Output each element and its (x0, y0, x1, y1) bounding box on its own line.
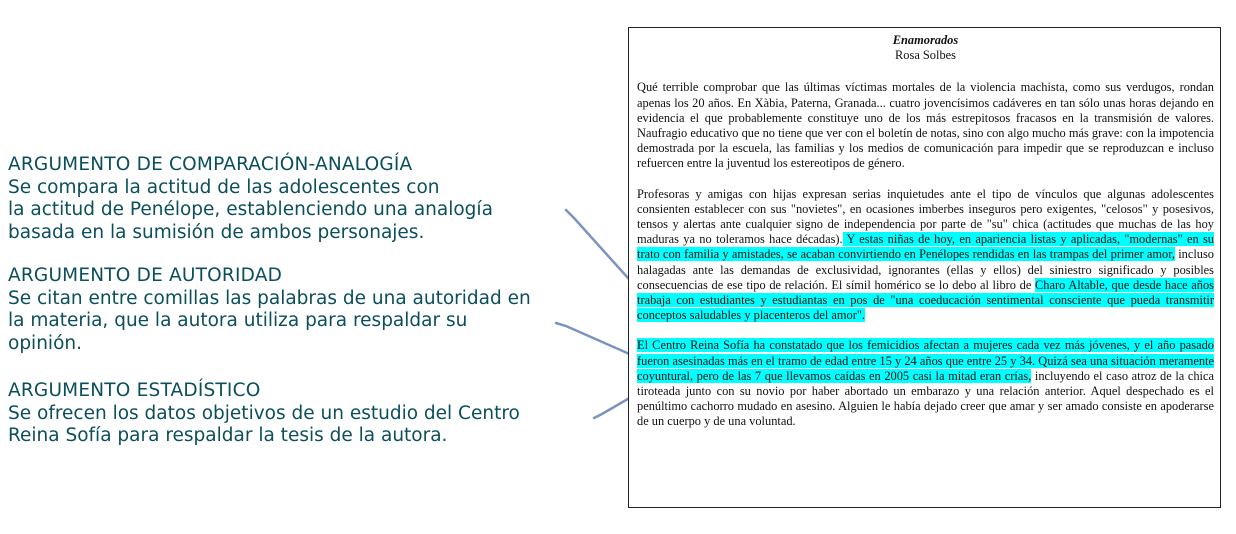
annotation-line: opinión. (8, 332, 82, 354)
annotation-comparacion-analogia (8, 154, 493, 244)
paragraph-1: Qué terrible comprobar que las últimas víctimas mortales de la violencia machista, como sus verdugos, rondan apenas los 20 años. En Xàbia, Paterna, Granada... cuatro jovencísimos cadáveres en tan sólo unas horas dejando en evidencia el que probablemente constituye uno de los más estrepitosos fracasos en la transmisión de valores. Naufragio educativo que no tiene que ver con el boletín de notas, sino con algo mucho más grave: con la impotencia demostrada por la escuela, las familias y los medios de comunicación para impedir que se reproduzcan e incluso refuercen entre la juventud los estereotipos de género. (637, 80, 1215, 171)
annotation-estadistico (8, 380, 520, 448)
connector-analogia (566, 210, 637, 288)
annotation-line: Se citan entre comillas las palabras de una autoridad en (8, 287, 531, 309)
article-title: Enamorados (892, 33, 959, 47)
annotation-line: Se compara la actitud de las adolescentes con (8, 176, 440, 198)
connector-autoridad (556, 323, 634, 356)
highlight-analogia: Y estas niñas de hoy, en apariencia listas y aplicadas, "modernas" en su trato con familia y amistades, se acaban convirtiendo en Penélopes rendidas en las trampas del primer amor, (637, 232, 1214, 262)
annotation-line: basada en la sumisión de ambos personajes. (8, 221, 425, 243)
paragraph-2-text: incluso halagadas ante las demandas de exclusividad, ignorantes (ellas y ellos) del siniestro significado y posibles consecuencias de ese tipo de relación. El símil homérico se lo debo al libro de (637, 247, 1214, 292)
annotation-line: la materia, que la autora utiliza para respaldar su (8, 310, 468, 331)
paragraph-3-text: incluyendo el caso atroz de la chica tiroteada junto con su novio por haber abortado un embarazo y una relación anterior. Aquel despechado es el penúltimo cachorro mudado en asesino. Alguien le había dejado creer que amar y ser amado consiste en apoderarse de un cuerpo y de una voluntad. (637, 368, 1214, 429)
annotation-line: Reina Sofía para respaldar la tesis de la autora. (8, 425, 448, 446)
highlight-autoridad: Charo Altable, que desde hace años trabaja con estudiantes y estudiantas en pos de "una coeducación sentimental consciente que pueda transmitir conceptos saludables y placenteros del amor". (637, 277, 1214, 323)
article-author: Rosa Solbes (895, 48, 956, 63)
annotation-line: la actitud de Penélope, establenciendo una analogía (8, 199, 493, 220)
annotation-title: ARGUMENTO DE COMPARACIÓN-ANALOGÍA (8, 154, 413, 175)
highlight-estadistico: El Centro Reina Sofía ha constatado que los femicidios afectan a mujeres cada vez más jóvenes, y el año pasado fueron asesinadas más en el tramo de edad entre 15 y 24 años que entre 25 y 34. Quizá sea una situación meramente coyuntural, pero de las 7 que llevamos caídas en 2005 casi la mitad eran crías, (637, 338, 1214, 383)
paragraph-3 (637, 338, 1214, 429)
annotation-line: Se ofrecen los datos objetivos de un estudio del Centro (8, 402, 520, 424)
paragraph-2-text: Profesoras y amigas con hijas expresan serias inquietudes ante el tipo de vínculos que algunas adolescentes consienten establecer con sus "novietes", en ocasiones imberbes inseguros pero exigentes, "celosos" y posesivos, tensos y alertas ante cualquier signo de independencia por parte de "su" chica (actitudes que muchas de las hoy maduras ya no toleramos hace décadas). (637, 186, 1214, 247)
paragraph-2 (637, 187, 1214, 324)
annotation-title: ARGUMENTO DE AUTORIDAD (8, 265, 283, 286)
article-document (628, 27, 1221, 508)
annotation-title: ARGUMENTO ESTADÍSTICO (8, 380, 261, 401)
annotation-autoridad (8, 265, 531, 355)
